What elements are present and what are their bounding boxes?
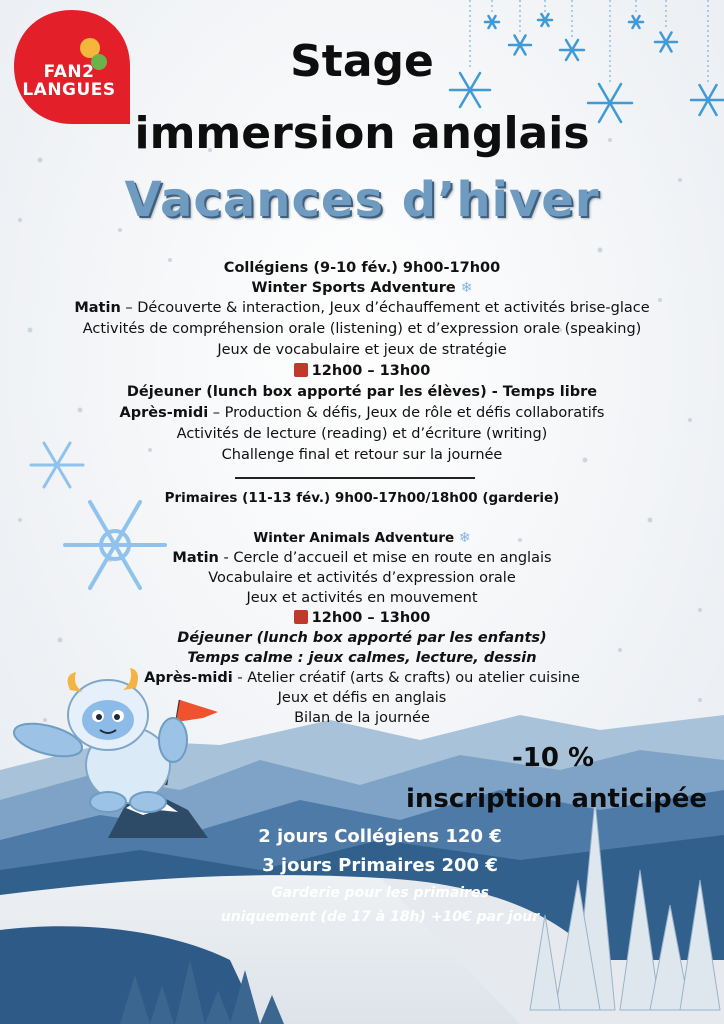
logo-text-line2: LANGUES xyxy=(22,80,116,100)
college-lunch-time: 12h00 – 13h00 xyxy=(311,363,431,379)
primary-header: Primaires (11-13 fév.) 9h00-17h00/18h00 (garderie) xyxy=(164,490,560,506)
primary-afternoon-text: - Atelier créatif (arts & crafts) ou atelier cuisine xyxy=(232,670,580,686)
primary-morning-text: - Cercle d’accueil et mise en route en anglais xyxy=(218,550,552,566)
college-line-3: Jeux de vocabulaire et jeux de stratégie xyxy=(217,342,507,358)
title-line-2: immersion anglais xyxy=(134,108,590,159)
primary-line-3: Jeux et activités en mouvement xyxy=(246,590,478,606)
price-college: 2 jours Collégiens 120 € xyxy=(258,826,502,847)
college-afternoon-row xyxy=(0,403,724,423)
yeti-icon xyxy=(8,660,228,840)
college-afternoon-label: Après-midi xyxy=(119,405,209,421)
title-line-1: Stage xyxy=(290,36,434,87)
clock-icon xyxy=(294,610,308,624)
college-lunch-text: Déjeuner (lunch box apporté par les élèves) - Temps libre xyxy=(126,384,598,400)
college-lunch-time-row xyxy=(0,361,724,381)
promo-label: inscription anticipée xyxy=(406,784,708,814)
college-theme: Winter Sports Adventure xyxy=(251,280,456,296)
snowflake-icon: ❄ xyxy=(460,280,473,296)
primary-lunch-text: Déjeuner (lunch box apporté par les enfants) xyxy=(177,630,547,646)
college-afternoon-text: – Production & défis, Jeux de rôle et défis collaboratifs xyxy=(208,405,605,421)
price-primary: 3 jours Primaires 200 € xyxy=(262,855,498,876)
college-morning-row xyxy=(0,298,724,318)
primary-line-8: Jeux et défis en anglais xyxy=(277,690,447,706)
primary-theme: Winter Animals Adventure xyxy=(253,530,455,546)
price-daycare-1: Garderie pour les primaires xyxy=(271,885,489,901)
college-morning-label: Matin xyxy=(74,300,121,316)
college-line-2: Activités de compréhension orale (listening) et d’expression orale (speaking) xyxy=(82,321,642,337)
primary-line-9: Bilan de la journée xyxy=(294,710,430,726)
section-divider xyxy=(235,477,475,479)
clock-icon xyxy=(294,363,308,377)
primary-calm-text: Temps calme : jeux calmes, lecture, dessin xyxy=(187,650,537,666)
snowflake-icon: ❄ xyxy=(458,530,471,546)
primary-line-2: Vocabulaire et activités d’expression orale xyxy=(208,570,516,586)
logo-text-line1: FAN2 xyxy=(43,62,95,82)
primary-lunch-time-row xyxy=(0,608,724,628)
primary-lunch-time: 12h00 – 13h00 xyxy=(311,610,431,626)
title-line-3: Vacances d’hiver xyxy=(124,172,600,228)
promo-discount: -10 % xyxy=(512,743,595,773)
college-line-7: Challenge final et retour sur la journée xyxy=(221,447,503,463)
college-line-6: Activités de lecture (reading) et d’écriture (writing) xyxy=(176,426,548,442)
college-theme-row xyxy=(0,278,724,298)
college-header: Collégiens (9-10 fév.) 9h00-17h00 xyxy=(223,260,501,276)
primary-morning-row xyxy=(0,548,724,568)
primary-morning-label: Matin xyxy=(172,550,219,566)
price-daycare-2: uniquement (de 17 à 18h) +10€ par jour xyxy=(220,909,540,925)
college-morning-text: – Découverte & interaction, Jeux d’échauffement et activités brise-glace xyxy=(120,300,650,316)
primary-afternoon-label: Après-midi xyxy=(144,670,233,686)
primary-theme-row xyxy=(0,528,724,548)
